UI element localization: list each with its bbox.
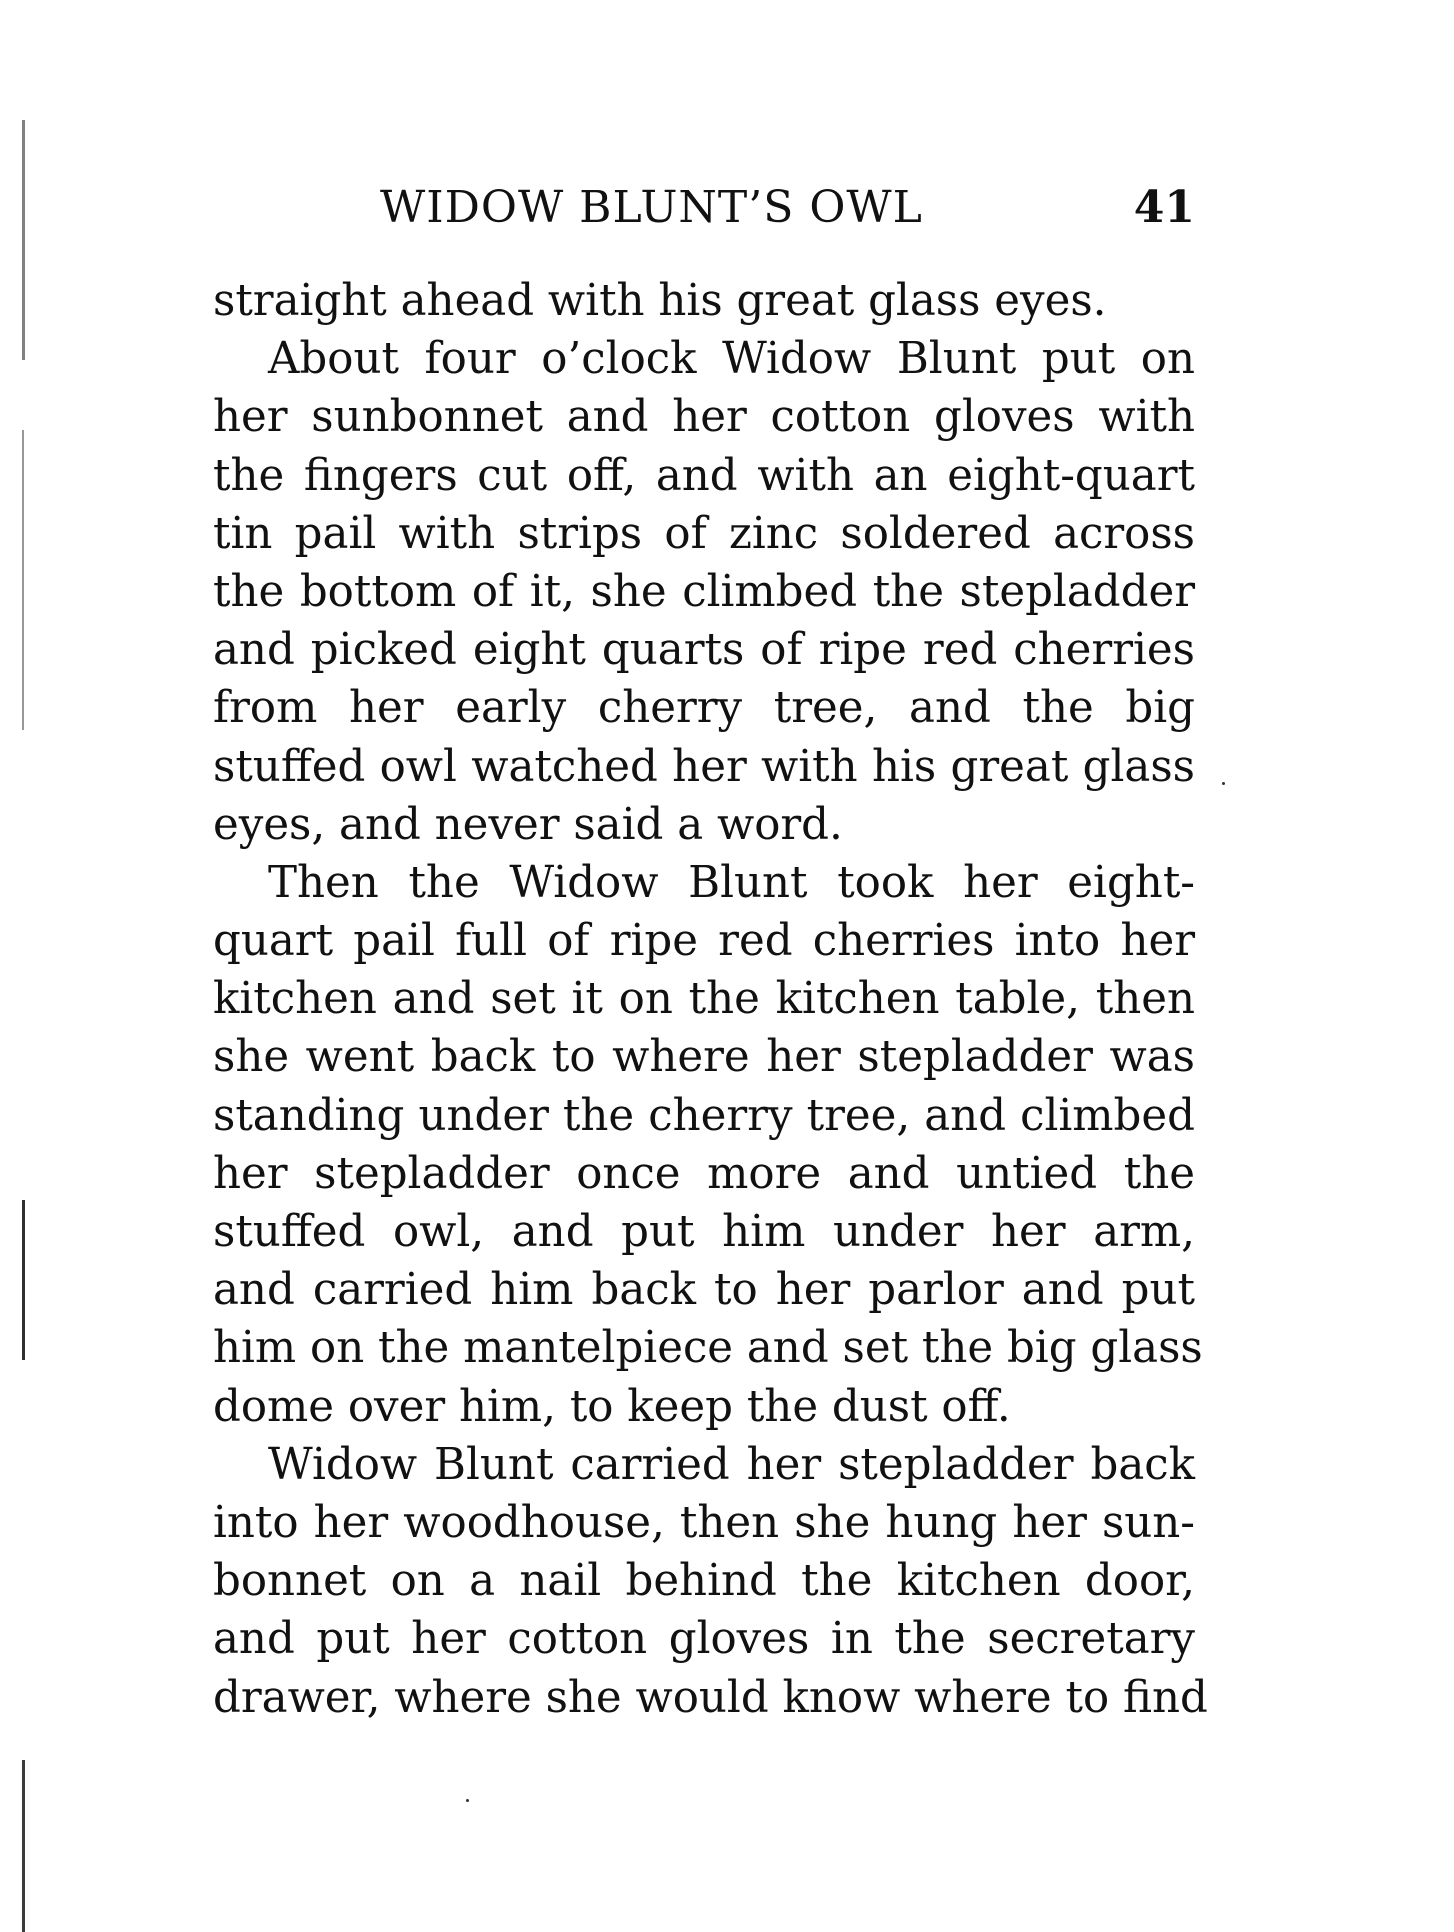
text-line: straight ahead with his great glass eyes. — [213, 276, 1107, 326]
text-line: the fingers cut off, and with an eight-quart — [213, 450, 1195, 501]
text-line: dome over him, to keep the dust off. — [213, 1381, 1011, 1432]
text-line: tin pail with strips of zinc soldered across — [213, 508, 1195, 559]
text-line: stuffed owl, and put him under her arm, — [213, 1207, 1195, 1257]
text-line: her stepladder once more and untied the — [213, 1148, 1195, 1199]
running-title: WIDOW BLUNT’S OWL — [380, 182, 923, 233]
text-line: Then the Widow Blunt took her eight- — [268, 857, 1195, 908]
text-line: bonnet on a nail behind the kitchen door, — [213, 1556, 1195, 1607]
page-edge-mark — [22, 120, 25, 360]
page-number: 41 — [1133, 182, 1195, 233]
ink-speck — [466, 1799, 469, 1802]
text-line: standing under the cherry tree, and climbed — [213, 1090, 1195, 1141]
text-line: kitchen and set it on the kitchen table, then — [213, 974, 1195, 1025]
page-edge-mark — [22, 1200, 25, 1360]
text-line: drawer, where she would know where to find — [213, 1672, 1208, 1723]
text-line: quart pail full of ripe red cherries into her — [213, 916, 1195, 967]
text-line: eyes, and never said a word. — [213, 799, 843, 850]
text-line: she went back to where her stepladder was — [213, 1032, 1195, 1083]
text-line: and carried him back to her parlor and put — [213, 1265, 1195, 1316]
running-head — [380, 176, 1195, 240]
text-line: About four o’clock Widow Blunt put on — [268, 334, 1195, 385]
text-line: him on the mantelpiece and set the big glass — [213, 1323, 1203, 1374]
ink-speck — [1222, 782, 1225, 785]
text-line: Widow Blunt carried her stepladder back — [268, 1439, 1195, 1490]
text-line: her sunbonnet and her cotton gloves with — [213, 392, 1195, 443]
text-line: and put her cotton gloves in the secretary — [213, 1614, 1195, 1665]
page-edge-mark — [22, 1760, 25, 1932]
text-line: the bottom of it, she climbed the stepladder — [213, 566, 1195, 617]
text-line: from her early cherry tree, and the big — [213, 683, 1195, 734]
text-line: and picked eight quarts of ripe red cherries — [213, 625, 1195, 676]
page-edge-mark — [22, 430, 24, 730]
text-line: into her woodhouse, then she hung her sun- — [213, 1497, 1195, 1548]
body-text — [213, 272, 1208, 1727]
text-line: stuffed owl watched her with his great glass — [213, 741, 1195, 792]
